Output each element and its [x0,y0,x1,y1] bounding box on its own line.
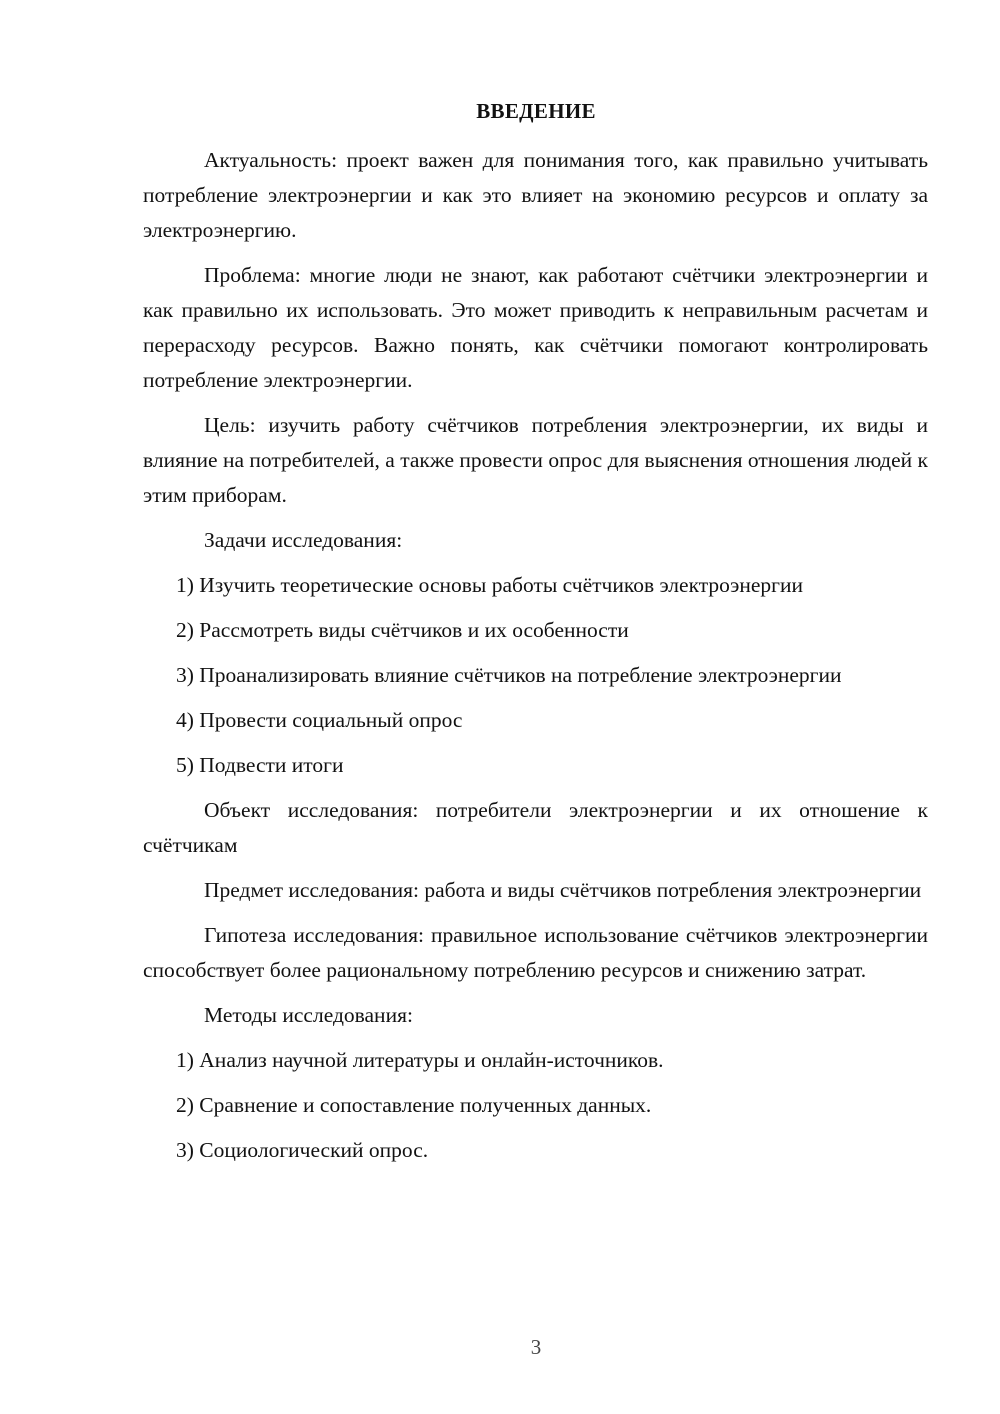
paragraph-hypothesis: Гипотеза исследования: правильное использование счётчиков электроэнергии способствует более рациональному потреблению ресурсов и снижению затрат. [143,923,928,982]
heading-tasks: Задачи исследования: [204,528,403,552]
page-title: ВВЕДЕНИЕ [476,99,596,123]
paragraph-problem: Проблема: многие люди не знают, как работают счётчики электроэнергии и как правильно их использовать. Это может приводить к неправильным расчетам и перерасходу ресурсов. Важно понять, как счётчики помогают контролировать потребление электроэнергии. [143,263,928,392]
list-item-method-1: 1) Анализ научной литературы и онлайн-источников. [176,1048,664,1072]
list-item-task-2: 2) Рассмотреть виды счётчиков и их особенности [176,618,629,642]
heading-methods: Методы исследования: [204,1003,413,1027]
paragraph-relevance: Актуальность: проект важен для понимания того, как правильно учитывать потребление электроэнергии и как это влияет на экономию ресурсов и оплату за электроэнергию. [143,148,928,242]
list-item-task-4: 4) Провести социальный опрос [176,708,463,732]
list-item-method-3: 3) Социологический опрос. [176,1138,429,1162]
list-item-task-3: 3) Проанализировать влияние счётчиков на потребление электроэнергии [176,663,842,687]
list-item-method-2: 2) Сравнение и сопоставление полученных данных. [176,1093,652,1117]
paragraph-subject: Предмет исследования: работа и виды счётчиков потребления электроэнергии [204,878,922,902]
list-item-task-5: 5) Подвести итоги [176,753,344,777]
document-body [143,143,928,1178]
list-item-task-1: 1) Изучить теоретические основы работы счётчиков электроэнергии [176,573,804,597]
page-number: 3 [530,1335,542,1359]
paragraph-object: Объект исследования: потребители электроэнергии и их отношение к счётчикам [143,798,928,857]
paragraph-goal: Цель: изучить работу счётчиков потребления электроэнергии, их виды и влияние на потребителей, а также провести опрос для выяснения отношения людей к этим приборам. [143,413,928,507]
